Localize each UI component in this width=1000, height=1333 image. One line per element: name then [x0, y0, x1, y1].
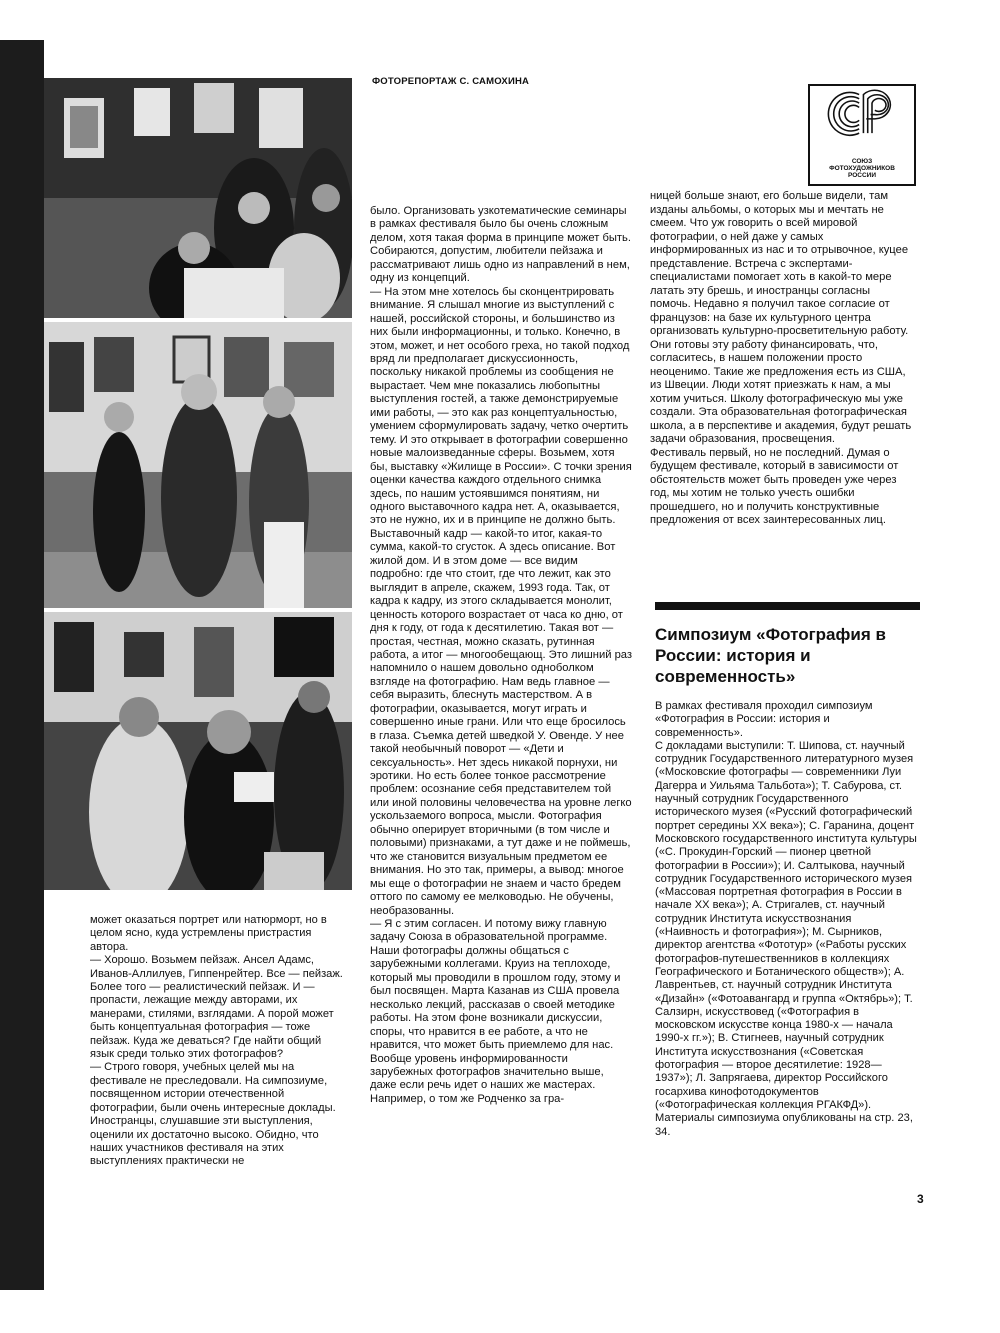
symposium-title: Симпозиум «Фотография в России: история и современность»: [655, 625, 886, 686]
union-emblem-icon: [810, 86, 914, 156]
section-header: [372, 76, 529, 87]
paragraph: было. Организовать узкотематические семинары в рамках фестиваля было бы очень сложным делом, хотя такая форма в принципе может быть. Собираются, допустим, любители пейзажа и рассматривают лишь одно из направлений в нем, одну из концепций.: [370, 205, 631, 285]
article-column-right: [650, 190, 912, 528]
paragraph: может оказаться портрет или натюрморт, но в целом ясно, куда устремлены пристрастия автора.: [90, 914, 327, 953]
union-logo: [808, 84, 916, 186]
photo-exhibition-1: [44, 78, 352, 318]
paragraph: — На этом мне хотелось бы сконцентрировать внимание. Я слышал многие из выступлений с нашей, российской стороны, и большинство из них были информационны, и только. Конечно, в этом, может, и нет особого греха, но такой подход вряд ли предполагает дискуссионность, поскольку никакой проблемы из сообщения не вырастает. Чем мне показались любопытны выступления гостей, а также демонстрируемые ими работы, — это как раз концептуальностью, умением сформулировать задачу, четко очертить тему. И это открывает в фотографии совершенно новые малоизведанные сферы. Возьмем, хотя бы, выставку «Жилище в России». С точки зрения оценки качества каждого отдельного снимка здесь, по нашим устоявшимся понятиям, ни одного выставочного кадра нет. А, оказывается, это не нужно, их и в принципе не должно быть. Выставочный кадр — какой-то итог, какая-то сумма, какой-то сгусток. А здесь описание. Вот жилой дом. И в этом доме — все видим подробно: где что стоит, где что лежит, как это выглядит в апреле, скажем, 1993 года. Так, от кадра к кадру, из этого складывается монолит, ценность которого возрастает от часа ко дню, от дня к году, от года к десятилетию. Такая вот — простая, честная, можно сказать, рутинная работа, а итог — многообещающ. Это лишний раз напомнило о нашем довольно одноболком взгляде на фотографию. Нам ведь главное — себя выразить, блеснуть мастерством. А в фотографии, оказывается, могут играть и совершенно иные грани. Или что еще бросилось в глаза. Съемка детей шведкой У. Овенде. У нее такой необычный поворот — «Дети и сексуальность». Нет здесь никакой порнухи, ни эротики. Но есть более тонкое рассмотрение проблем: осознание себя представителем той или иной половины человечества на уровне легко ускользаемого вопроса, мысли. Фотография обычно оперирует вторичными (в том числе и половыми) признаками, а тут даже и не поймешь, что же становится визуальным предметом ее внимания. Но это так, примеры, а вывод: многое мы еще о фотографии не знаем и часто бредем оттого по самому ее мелководью. Не обучены, необразованны.: [370, 285, 633, 917]
paragraph: С докладами выступили: Т. Шипова, ст. научный сотрудник Государственного литературного музея («Московские фотографы — современники Луи Дагерра и Уильяма Тальбота»); Т. Сабурова, ст. научный сотрудник Государственного исторического музея («Русский фотографический портрет середины XX века»); С. Гаранина, доцент Московского государственного института культуры («С. Прокудин-Горский — пионер цветной фотографии в России»); И. Салтыкова, научный сотрудник Государственного исторического музея («Массовая портретная фотография в России в начале XX века»); А. Стригалев, ст. научный сотрудник Института искусствознания («Наивность и фотография»); М. Сырников, директор агентства «Фототур» («Работы русских фотографов-путешественников в коллекциях Географического и Ботанического обществ»); А. Лаврентьев, ст. научный сотрудник Института «Дизайн» («Фотоавангард и группа «Октябрь»); Т. Салзирн, искусствовед («Фотография в московском искусстве конца 1980-х — начала 1990-х гг.»); В. Стигнеев, научный сотрудник Института искусствознания («Советская фотография — второе десятилетие: 1928—1937»); Л. Запрягаева, директор Российского госархива кинофотодокументов («Фотографическая коллекция РГАКФД»).: [655, 739, 917, 1111]
article-column-middle: [370, 205, 632, 1106]
paragraph: В рамках фестиваля проходил симпозиум «Фотография в России: история и современность».: [655, 700, 873, 739]
article-column-left: [90, 914, 348, 1169]
paragraph: ницей больше знают, его больше видели, там изданы альбомы, о которых мы и мечтать не смеем. Что уж говорить о всей мировой фотографии, о ней даже у самых информированных из нас и то отрывочное, куцее представление. Встреча с экспертами-специалистами помогает хоть в какой-то мере латать эту брешь, и иностранцы согласны помочь. Недавно я получил такое согласие от французов: на базе их культурного центра организовать культурно-просветительную работу. Они готовы эту работу финансировать, что, согласитесь, в нашем положении просто неоценимо. Такие же предложения есть из США, из Швеции. Люди хотят приезжать к нам, а мы хотим учиться. Школу фотографическую мы уже создали. Эта образовательная фотографическая школа, а в перспективе и академия, будут решать задачи образования, просвещения.: [650, 190, 912, 445]
paragraph: — Хорошо. Возьмем пейзаж. Ансел Адамс, Иванов-Аллилуев, Гиппенрейтер. Все — пейзаж. Более того — реалистический пейзаж. И — пропасти, лежащие между авторами, их манерами, стилями, взглядами. А порой может быть концептуальная фотография — тоже пейзаж. Куда же деваться? Где найти общий язык среди только этих фотографов?: [90, 954, 343, 1061]
paragraph: — Я с этим согласен. И потому вижу главную задачу Союза в образовательной программе. Наши фотографы должны общаться с зарубежными коллегами. Круиз на теплоходе, который мы проводили в прошлом году, этому и был посвящен. Марта Казанав из США провела несколько лекций, рассказав о своей методике работы. На этом фоне возникали дискуссии, споры, что нравится в ее работе, а что не нравится, что может быть приемлемо для нас. Вообще уровень информированности зарубежных фотографов значительно выше, даже если речь идет о наших же мастерах. Например, о том же Родченко за гра-: [370, 918, 621, 1105]
logo-caption: СОЮЗ ФОТОХУДОЖНИКОВ РОССИИ: [829, 158, 895, 179]
paragraph: Материалы симпозиума опубликованы на стр. 23, 34.: [655, 1112, 913, 1138]
photo-exhibition-3: [44, 612, 352, 890]
page-binding-edge: [0, 40, 44, 1290]
section-divider-rule: [655, 602, 920, 610]
symposium-body: [655, 700, 917, 1139]
paragraph: — Строго говоря, учебных целей мы на фестивале не преследовали. На симпозиуме, посвященном истории отечественной фотографии, были очень интересные доклады. Иностранцы, слушавшие эти выступления, оценили их достаточно высоко. Обидно, что наших участников фестиваля на этих выступлениях практически не: [90, 1061, 336, 1168]
paragraph: Фестиваль первый, но не последний. Думая о будущем фестивале, который в зависимости от обстоятельств может быть проведен уже через год, мы хотим не только учесть ошибки прошедшего, но и получить конструктивные предложения от всех заинтересованных лиц.: [650, 446, 899, 526]
photographer-credit: С. САМОХИНА: [459, 76, 530, 87]
photo-exhibition-2: [44, 322, 352, 608]
page-number: 3: [917, 1192, 924, 1206]
section-label: ФОТОРЕПОРТАЖ: [372, 76, 457, 87]
